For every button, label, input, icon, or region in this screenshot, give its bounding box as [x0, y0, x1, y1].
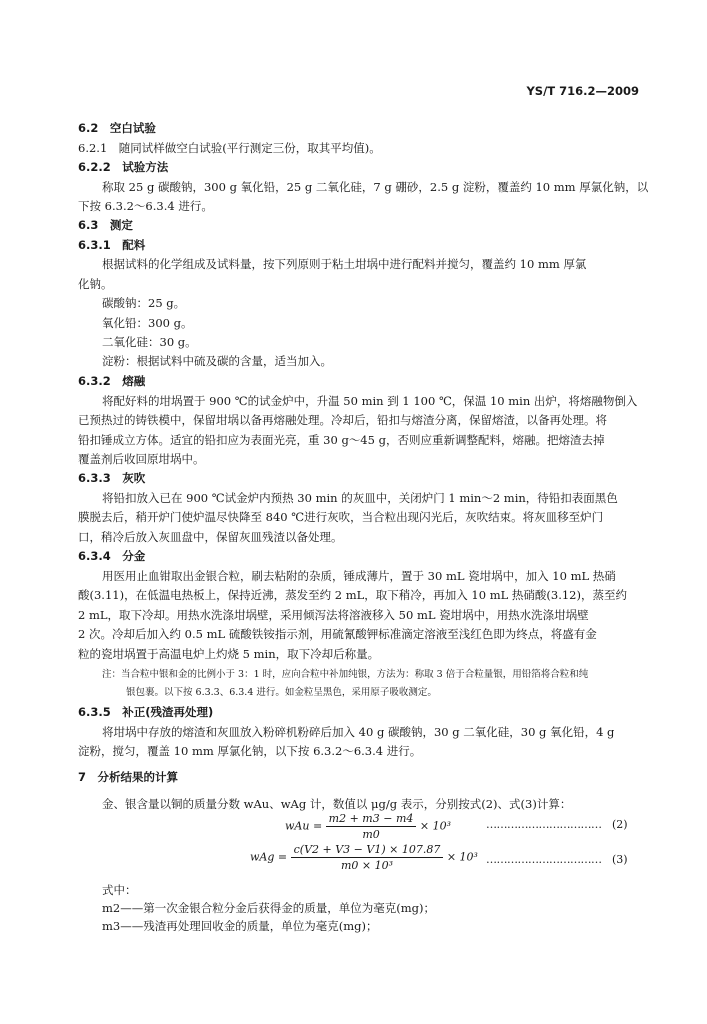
heading-6-3: 6.3 测定 [78, 218, 133, 232]
paragraph-line: 化钠。 [78, 277, 113, 291]
heading-6-3-1: 6.3.1 配料 [78, 238, 146, 252]
formula-numerator: m2 + m3 − m4 [326, 812, 417, 827]
heading-6-3-3: 6.3.3 灰吹 [78, 471, 146, 485]
formula-2 [285, 812, 451, 841]
heading-6-3-2: 6.3.2 熔融 [78, 374, 146, 388]
heading-6-2-2: 6.2.2 试验方法 [78, 160, 169, 174]
paragraph-line: 酸(3.11)，在低温电热板上，保持近沸，蒸发至约 2 mL，取下稍冷，再加入 10 mL 热硝酸(3.12)，蒸至约 [78, 588, 627, 602]
formula-3 [250, 843, 478, 872]
paragraph-line: 将配好料的坩埚置于 900 ℃的试金炉中，升温 50 min 到 1 100 ℃，保温 10 min 出炉，将熔融物倒入 [102, 394, 638, 408]
paragraph-line: 淀粉，搅匀，覆盖 10 mm 厚氯化钠，以下按 6.3.2～6.3.4 进行。 [78, 744, 422, 758]
paragraph-line: 下按 6.3.2～6.3.4 进行。 [78, 199, 213, 213]
formula-denominator: m0 × 10³ [340, 859, 393, 872]
heading-6-3-4: 6.3.4 分金 [78, 549, 146, 563]
paragraph-line: 2 mL，取下冷却。用热水洗涤坩埚壁，采用倾泻法将溶液移入 50 mL 瓷坩埚中，用热水洗涤坩埚壁 [78, 608, 589, 622]
leader-dots: …………………………… [486, 853, 602, 866]
standard-number: YS/T 716.2—2009 [526, 84, 639, 98]
variable-definition: m2——第一次金银合粒分金后获得金的质量，单位为毫克(mg)； [102, 901, 435, 915]
paragraph-line: 2 次。冷却后加入约 0.5 mL 硫酸铁铵指示剂，用硫氰酸钾标准滴定溶液至浅红色即为终点，将盛有金 [78, 627, 597, 641]
formula-lhs: wAg = [250, 850, 288, 864]
paragraph-line: 用医用止血钳取出金银合粒，刷去粘附的杂质，锤成薄片，置于 30 mL 瓷坩埚中，加入 10 mL 热硝 [102, 569, 616, 583]
note-line: 银包裹。以下按 6.3.3、6.3.4 进行。如金粒呈黑色，采用原子吸收测定。 [126, 687, 437, 698]
formula-multiplier: × 10³ [419, 819, 452, 833]
heading-7: 7 分析结果的计算 [78, 770, 179, 784]
leader-dots: …………………………… [486, 818, 602, 831]
paragraph-line: 将铅扣放入已在 900 ℃试金炉内预热 30 min 的灰皿中，关闭炉门 1 min～2 min，待铅扣表面黑色 [102, 491, 618, 505]
ingredient-line: 淀粉：根据试料中硫及碳的含量，适当加入。 [102, 354, 332, 368]
paragraph-line: 口，稍冷后放入灰皿盘中，保留灰皿残渣以备处理。 [78, 530, 343, 544]
paragraph-line: 覆盖剂后收回原坩埚中。 [78, 452, 205, 466]
paragraph-line: 根据试料的化学组成及试料量，按下列原则于粘土坩埚中进行配料并搅匀，覆盖约 10 mm 厚氯 [102, 257, 587, 271]
paragraph-line: 铅扣锤成立方体。适宜的铅扣应为表面光亮，重 30 g～45 g，否则应重新调整配料，熔融。把熔渣去掉 [78, 433, 605, 447]
formula-fraction [326, 812, 417, 841]
formula-numerator: c(V2 + V3 − V1) × 107.87 [291, 843, 444, 858]
formula-lhs: wAu = [285, 819, 323, 833]
paragraph-line: 粒的瓷坩埚置于高温电炉上灼烧 5 min，取下冷却后称量。 [78, 647, 380, 661]
formula-denominator: m0 [362, 828, 380, 841]
variable-definition: m3——残渣再处理回收金的质量，单位为毫克(mg)； [102, 919, 378, 933]
formula-multiplier: × 10³ [446, 850, 478, 864]
paragraph-line: 将坩埚中存放的熔渣和灰皿放入粉碎机粉碎后加入 40 g 碳酸钠，30 g 二氧化硅，30 g 氧化铅，4 g [102, 725, 615, 739]
clause-6-2-1: 6.2.1 随同试样做空白试验(平行测定三份，取其平均值)。 [78, 141, 381, 155]
note-line: 注：当合粒中银和金的比例小于 3：1 时，应向合粒中补加纯银，方法为：称取 3 倍于合粒量银，用铅箔将合粒和纯 [102, 669, 589, 680]
ingredient-line: 碳酸钠：25 g。 [102, 296, 186, 310]
heading-6-3-5: 6.3.5 补正(残渣再处理) [78, 705, 214, 719]
paragraph-line: 已预热过的铸铁模中，保留坩埚以备再熔融处理。冷却后，铅扣与熔渣分离，保留熔渣，以备再处理。将 [78, 413, 607, 427]
formula-label: (3) [612, 853, 628, 866]
where-label: 式中： [102, 883, 137, 897]
paragraph-line: 膜脱去后，稍开炉门使炉温尽快降至 840 ℃进行灰吹，当合粒出现闪光后，灰吹结束。将灰皿移至炉门 [78, 510, 604, 524]
formula-fraction [291, 843, 444, 872]
ingredient-line: 二氧化硅：30 g。 [102, 335, 197, 349]
ingredient-line: 氧化铅：300 g。 [102, 316, 193, 330]
heading-6-2: 6.2 空白试验 [78, 121, 156, 135]
paragraph-line: 金、银含量以铜的质量分数 wAu、wAg 计，数值以 μg/g 表示，分别按式(2)、式(3)计算： [102, 797, 572, 811]
formula-label: (2) [612, 818, 628, 831]
paragraph-line: 称取 25 g 碳酸钠，300 g 氧化铅，25 g 二氧化硅，7 g 硼砂，2.5 g 淀粉，覆盖约 10 mm 厚氯化钠，以 [102, 180, 649, 194]
